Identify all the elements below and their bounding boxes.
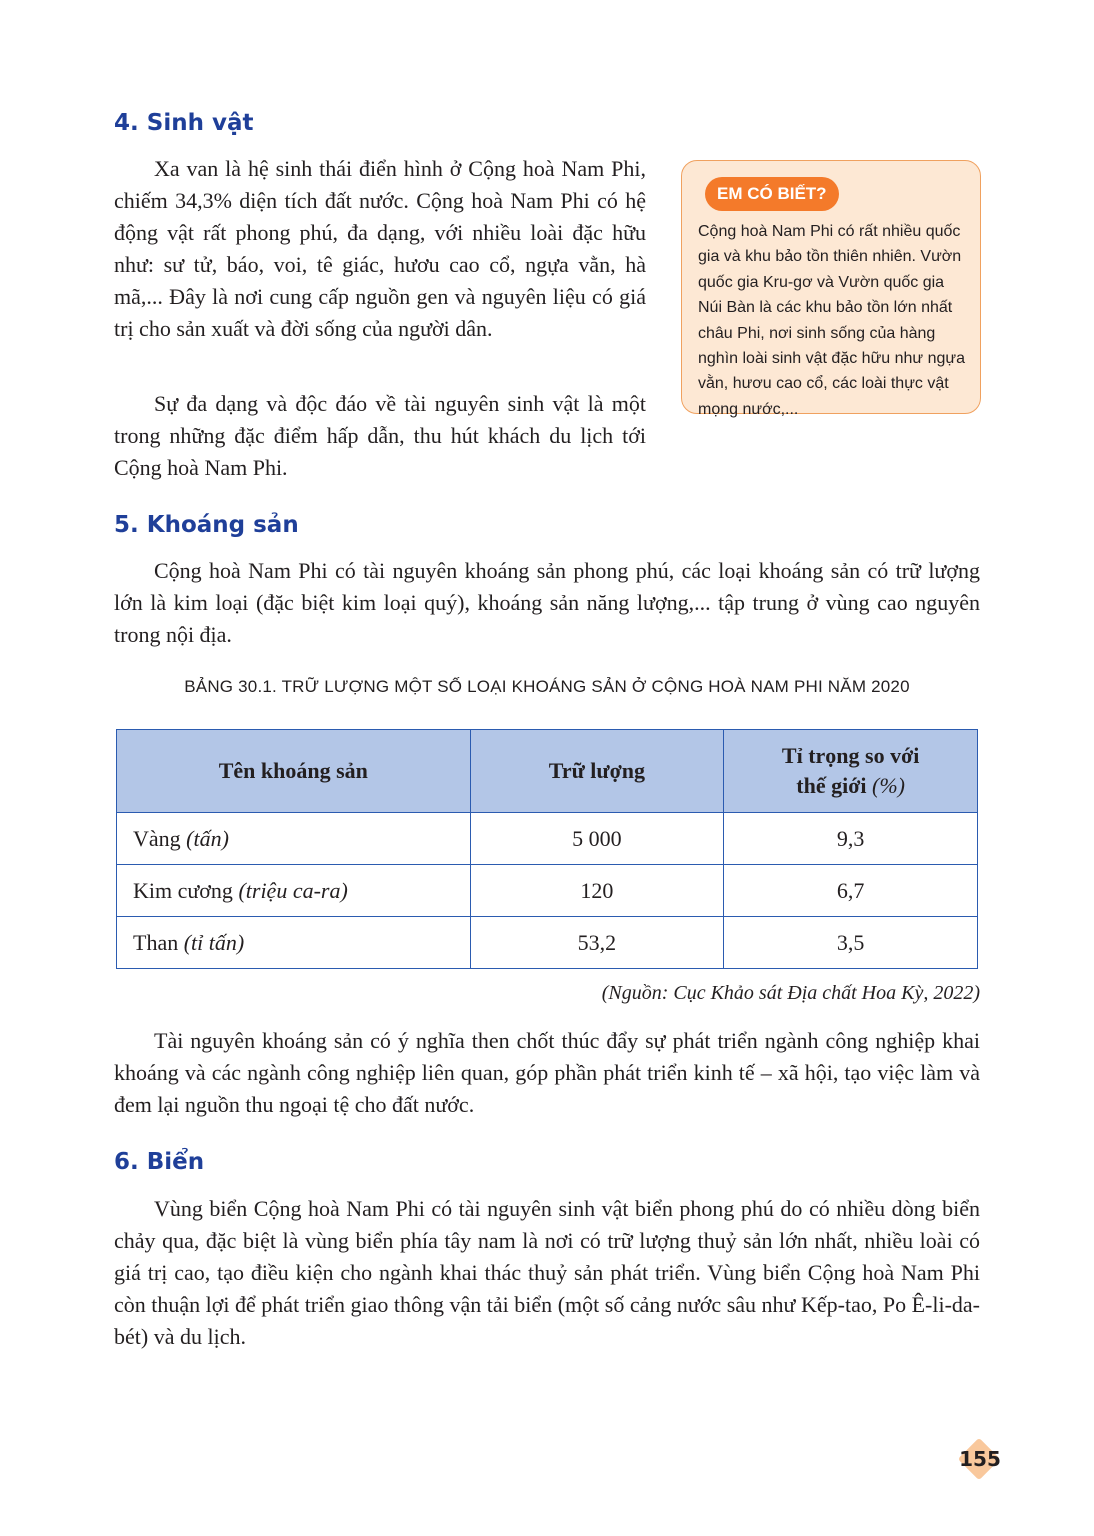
mineral-world-share: 6,7 (724, 865, 978, 917)
header-world-share-unit: (%) (872, 773, 905, 798)
did-you-know-badge: EM CÓ BIẾT? (705, 177, 839, 211)
table-title: BẢNG 30.1. TRỮ LƯỢNG MỘT SỐ LOẠI KHOÁNG SẢN Ở CỘNG HOÀ NAM PHI NĂM 2020 (184, 677, 910, 696)
page-number-text: 155 (959, 1447, 1001, 1471)
mineral-unit: (tỉ tấn) (183, 929, 245, 955)
header-world-share-line2: thế giới (796, 773, 867, 798)
mineral-reserve: 120 (470, 865, 724, 917)
page-number (958, 1440, 1002, 1480)
mineral-world-share: 3,5 (724, 917, 978, 969)
section-5-paragraph-2: Tài nguyên khoáng sản có ý nghĩa then chốt thúc đẩy sự phát triển ngành công nghiệp khai khoáng và các ngành công nghiệp liên quan, góp phần phát triển kinh tế – xã hội, tạo việc làm và đem lại nguồn thu ngoại tệ cho đất nước. (114, 1028, 980, 1117)
section-5-heading: 5. Khoáng sản (114, 512, 299, 538)
mineral-name (117, 813, 471, 865)
section-6-paragraph-1: Vùng biển Cộng hoà Nam Phi có tài nguyên sinh vật biển phong phú do có nhiều dòng biển chảy qua, đặc biệt là vùng biển phía tây nam là nơi có trữ lượng thuỷ sản lớn nhất, nhiều loài có giá trị cao, tạo điều kiện cho ngành khai thác thuỷ sản phát triển. Vùng biển Cộng hoà Nam Phi còn thuận lợi để phát triển giao thông vận tải biển (một số cảng nước sâu như Kếp-tao, Po Ê-li-da-bét) và du lịch. (114, 1196, 980, 1349)
minerals-table (116, 729, 978, 969)
mineral-reserve: 53,2 (470, 917, 724, 969)
table-row (117, 813, 978, 865)
mineral-unit: (tấn) (186, 825, 229, 851)
mineral-name (117, 917, 471, 969)
table-header-row (117, 730, 978, 813)
section-5-paragraph-1: Cộng hoà Nam Phi có tài nguyên khoáng sản phong phú, các loại khoáng sản có trữ lượng lớn là kim loại (đặc biệt kim loại quý), khoáng sản năng lượng,... tập trung ở vùng cao nguyên trong nội địa. (114, 558, 980, 647)
header-reserve: Trữ lượng (470, 730, 724, 813)
mineral-label: Than (133, 929, 179, 955)
header-world-share (724, 730, 978, 813)
mineral-reserve: 5 000 (470, 813, 724, 865)
section-4-heading: 4. Sinh vật (114, 110, 254, 136)
mineral-label: Vàng (133, 825, 181, 851)
did-you-know-text: Cộng hoà Nam Phi có rất nhiều quốc gia và khu bảo tồn thiên nhiên. Vườn quốc gia Kru-gơ và Vườn quốc gia Núi Bàn là các khu bảo tồn lớn nhất châu Phi, nơi sinh sống của hàng nghìn loài sinh vật đặc hữu như ngựa vằn, hươu cao cổ, các loài thực vật mọng nước,... (698, 223, 965, 418)
mineral-name (117, 865, 471, 917)
header-mineral-name: Tên khoáng sản (117, 730, 471, 813)
did-you-know-box (681, 160, 981, 418)
section-4-paragraph-2: Sự đa dạng và độc đáo về tài nguyên sinh vật là một trong những đặc điểm hấp dẫn, thu hút khách du lịch tới Cộng hoà Nam Phi. (114, 391, 646, 480)
mineral-label: Kim cương (133, 877, 233, 903)
mineral-unit: (triệu ca-ra) (238, 877, 348, 903)
section-4-paragraph-1: Xa van là hệ sinh thái điển hình ở Cộng hoà Nam Phi, chiếm 34,3% diện tích đất nước. Cộng hoà Nam Phi có hệ động vật rất phong phú, đa dạng, với nhiều loài đặc hữu như: sư tử, báo, voi, tê giác, hươu cao cổ, ngựa vằn, hà mã,... Đây là nơi cung cấp nguồn gen và nguyên liệu có giá trị cho sản xuất và đời sống của người dân. (114, 156, 646, 341)
table-row (117, 917, 978, 969)
table-row (117, 865, 978, 917)
section-6-heading: 6. Biển (114, 1149, 205, 1175)
mineral-world-share: 9,3 (724, 813, 978, 865)
table-source: (Nguồn: Cục Khảo sát Địa chất Hoa Kỳ, 2022) (601, 982, 980, 1004)
header-world-share-line1: Tỉ trọng so với (781, 743, 920, 768)
